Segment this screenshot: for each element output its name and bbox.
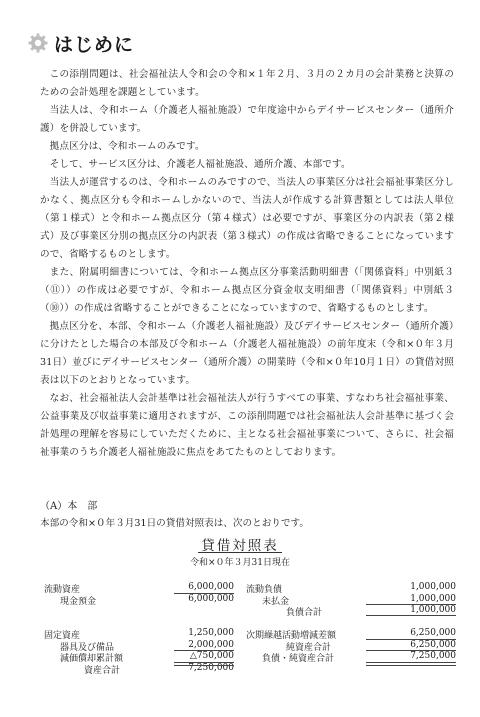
item-value: △750,000 [189,651,234,661]
item-label: 未払金 [262,596,290,607]
paragraph: また、附属明細書については、令和ホーム拠点区分事業活動明細書（「関係資料」中別紙３（⑪））の作成は必要ですが、令和ホーム拠点区分資金収支明細書（「関係資料」中別紙３（⑩））の作成は省略することができることになっていますので、省略するものとします。 [40,267,454,314]
title-underline [198,552,282,553]
item-label: 純資産合計 [286,642,332,653]
item-value: 6,000,000 [188,593,234,604]
item-label: 流動負債 [246,585,283,595]
page-title: はじめに [54,33,135,56]
item-value: 1,000,000 [410,582,456,592]
section-title: （A）本 部 [40,501,98,512]
item-value: 6,250,000 [410,628,456,638]
divider [366,615,456,616]
divider [366,639,456,640]
paragraph: 拠点区分は、令和ホームのみです。 [49,141,205,152]
item-label: 固定資産 [44,631,81,641]
divider [366,650,456,651]
table-row [44,628,234,640]
balance-sheet-date: 令和×０年３月31日現在 [190,558,290,568]
paragraph: この添削問題は、社会福祉法人令和会の令和×１年２月、３月の２カ月の会計業務と決算のための会計処理を課題としています。 [40,69,454,98]
item-value: 1,000,000 [410,593,456,604]
item-value: 1,000,000 [410,605,456,615]
table-row [246,582,456,594]
item-value: 2,000,000 [188,639,234,650]
paragraph: 当法人が運営するのは、令和ホームのみですので、当法人の事業区分は社会福祉事業区分しかなく、拠点区分も令和ホームしかないので、当法人が作成する計算書類としては法人単位（第１様式）と令和ホーム拠点区分（第４様式）は必要ですが、事業区分の内訳表（第２様式）及び事業区分別の拠点区分の内訳表（第３様式）の作成は省略できることになっていますので、省略するものとします。 [40,177,454,260]
item-label: 次期繰越活動増減差額 [246,631,337,641]
item-label: 負債・純資産合計 [262,654,335,664]
item-value: 7,250,000 [410,651,456,661]
item-label: 現金預金 [60,596,97,607]
balance-sheet-title: 貸借対照表 [201,538,279,554]
item-value: 1,250,000 [188,628,234,638]
item-label: 負債合計 [286,608,323,618]
table-row [44,617,234,629]
table-row [246,617,456,629]
total-underline [174,662,234,666]
paragraph: 拠点区分を、本部、令和ホーム（介護老人福祉施設）及びデイサービスセンター（通所介護）に分けたとした場合の本部及び令和ホーム（介護老人福祉施設）の前年度末（令和×０年３月31日）並びにデイサービスセンター（通所介護）の開業時（令和×０年10月１日）の貸借対照表は以下のとおりとなっています。 [40,321,454,386]
divider [174,650,234,651]
paragraph: 当法人は、令和ホーム（介護老人福祉施設）で年度途中からデイサービスセンター（通所介護）を併設しています。 [40,105,454,134]
item-label: 流動資産 [44,585,81,595]
item-value: 6,000,000 [188,582,234,592]
table-row [246,651,456,663]
total-underline [366,662,456,666]
gear-icon [28,33,48,53]
item-label: 資産合計 [84,665,121,676]
item-value: 6,250,000 [410,639,456,650]
paragraph: そして、サービス区分は、介護老人福祉施設、通所介護、本部です。 [49,159,351,170]
item-label: 減価償却累計額 [60,654,124,664]
section-text: 本部の令和×０年３月31日の貸借対照表は、次のとおりです。 [40,518,309,529]
item-label: 器具及び備品 [60,642,115,653]
divider [366,604,456,605]
table-row [44,605,234,617]
paragraph: なお、社会福祉法人会計基準は社会福祉法人が行うすべての事業、すなわち社会福祉事業、公益事業及び収益事業に適用されますが、この添削問題では社会福祉法人会計基準に基づく会計処理の理解を容易にしていただくために、主となる社会福祉事業について、さらに、社会福祉事業のうち介護老人福祉施設に焦点をあてたものとしております。 [40,393,454,458]
table-row [44,594,234,606]
liabilities-column [246,582,456,663]
item-value: 7,250,000 [188,662,234,673]
page-heading [28,30,134,56]
assets-column [44,582,234,674]
intro-body [40,66,454,462]
table-row [44,651,234,663]
divider [174,593,234,594]
